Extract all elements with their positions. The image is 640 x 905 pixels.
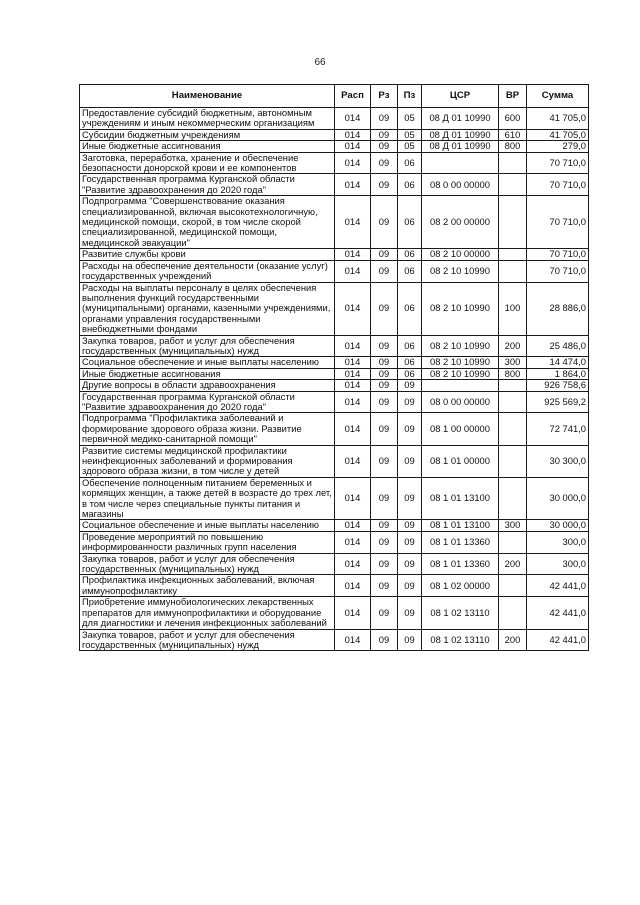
cell-rasp: 014 bbox=[335, 553, 371, 575]
cell-csr: 08 1 02 00000 bbox=[422, 575, 499, 597]
cell-rasp: 014 bbox=[335, 152, 371, 174]
cell-vr bbox=[499, 575, 527, 597]
cell-csr: 08 1 02 13110 bbox=[422, 629, 499, 651]
cell-csr: 08 1 01 13360 bbox=[422, 553, 499, 575]
table-header-row bbox=[80, 85, 589, 108]
cell-csr bbox=[422, 152, 499, 174]
cell-rasp: 014 bbox=[335, 249, 371, 260]
cell-vr: 800 bbox=[499, 141, 527, 152]
table-row bbox=[80, 282, 589, 335]
cell-rasp: 014 bbox=[335, 108, 371, 130]
cell-name: Предоставление субсидий бюджетным, автономным учреждениям и иным некоммерческим организациям bbox=[80, 108, 335, 130]
cell-sum: 1 864,0 bbox=[527, 368, 589, 379]
header-name: Наименование bbox=[80, 85, 335, 108]
cell-rz: 09 bbox=[371, 152, 398, 174]
cell-rz: 09 bbox=[371, 174, 398, 196]
cell-pz: 06 bbox=[398, 174, 422, 196]
cell-name: Социальное обеспечение и иные выплаты населению bbox=[80, 357, 335, 368]
table-row bbox=[80, 553, 589, 575]
cell-name: Субсидии бюджетным учреждениям bbox=[80, 129, 335, 140]
cell-rz: 09 bbox=[371, 629, 398, 651]
table-row bbox=[80, 260, 589, 282]
cell-csr: 08 2 00 00000 bbox=[422, 196, 499, 249]
cell-pz: 06 bbox=[398, 249, 422, 260]
cell-csr: 08 Д 01 10990 bbox=[422, 141, 499, 152]
cell-rz: 09 bbox=[371, 196, 398, 249]
cell-pz: 06 bbox=[398, 282, 422, 335]
header-vr: ВР bbox=[499, 85, 527, 108]
cell-sum: 14 474,0 bbox=[527, 357, 589, 368]
cell-rz: 09 bbox=[371, 357, 398, 368]
cell-name: Подпрограмма "Совершенствование оказания специализированной, включая высокотехнологичную, медицинской помощи, скорой, в том числе скорой специализированной, медицинской помощи, медицинской эвакуации" bbox=[80, 196, 335, 249]
cell-sum: 70 710,0 bbox=[527, 174, 589, 196]
cell-pz: 09 bbox=[398, 575, 422, 597]
cell-name: Иные бюджетные ассигнования bbox=[80, 368, 335, 379]
cell-name: Закупка товаров, работ и услуг для обеспечения государственных (муниципальных) нужд bbox=[80, 335, 335, 357]
cell-vr: 300 bbox=[499, 520, 527, 531]
cell-vr: 200 bbox=[499, 553, 527, 575]
cell-name: Другие вопросы в области здравоохранения bbox=[80, 380, 335, 391]
cell-sum: 70 710,0 bbox=[527, 249, 589, 260]
cell-pz: 09 bbox=[398, 531, 422, 553]
cell-sum: 30 000,0 bbox=[527, 520, 589, 531]
table-row bbox=[80, 129, 589, 140]
cell-pz: 06 bbox=[398, 335, 422, 357]
table-row bbox=[80, 445, 589, 477]
cell-csr bbox=[422, 380, 499, 391]
cell-pz: 09 bbox=[398, 520, 422, 531]
cell-pz: 09 bbox=[398, 391, 422, 413]
cell-pz: 06 bbox=[398, 368, 422, 379]
cell-pz: 09 bbox=[398, 597, 422, 629]
cell-csr: 08 2 10 00000 bbox=[422, 249, 499, 260]
cell-sum: 42 441,0 bbox=[527, 597, 589, 629]
cell-sum: 300,0 bbox=[527, 531, 589, 553]
cell-rasp: 014 bbox=[335, 391, 371, 413]
cell-vr: 200 bbox=[499, 629, 527, 651]
cell-sum: 30 300,0 bbox=[527, 445, 589, 477]
cell-vr bbox=[499, 380, 527, 391]
cell-rz: 09 bbox=[371, 282, 398, 335]
table-row bbox=[80, 196, 589, 249]
cell-sum: 925 569,2 bbox=[527, 391, 589, 413]
cell-csr: 08 2 10 10990 bbox=[422, 357, 499, 368]
cell-rasp: 014 bbox=[335, 477, 371, 520]
cell-rz: 09 bbox=[371, 575, 398, 597]
cell-sum: 926 758,6 bbox=[527, 380, 589, 391]
budget-table bbox=[79, 84, 589, 651]
cell-csr: 08 2 10 10990 bbox=[422, 335, 499, 357]
cell-rz: 09 bbox=[371, 597, 398, 629]
table-body bbox=[80, 108, 589, 651]
cell-vr bbox=[499, 174, 527, 196]
cell-pz: 05 bbox=[398, 129, 422, 140]
cell-rasp: 014 bbox=[335, 531, 371, 553]
table-row bbox=[80, 520, 589, 531]
cell-name: Закупка товаров, работ и услуг для обеспечения государственных (муниципальных) нужд bbox=[80, 629, 335, 651]
cell-vr: 800 bbox=[499, 368, 527, 379]
cell-sum: 42 441,0 bbox=[527, 575, 589, 597]
cell-pz: 05 bbox=[398, 141, 422, 152]
table-row bbox=[80, 174, 589, 196]
cell-csr: 08 Д 01 10990 bbox=[422, 108, 499, 130]
cell-sum: 279,0 bbox=[527, 141, 589, 152]
cell-vr bbox=[499, 196, 527, 249]
cell-csr: 08 2 10 10990 bbox=[422, 260, 499, 282]
cell-rasp: 014 bbox=[335, 380, 371, 391]
cell-rz: 09 bbox=[371, 413, 398, 445]
cell-sum: 70 710,0 bbox=[527, 152, 589, 174]
cell-csr: 08 0 00 00000 bbox=[422, 391, 499, 413]
header-sum: Сумма bbox=[527, 85, 589, 108]
table-row bbox=[80, 335, 589, 357]
cell-name: Закупка товаров, работ и услуг для обеспечения государственных (муниципальных) нужд bbox=[80, 553, 335, 575]
cell-csr: 08 1 01 00000 bbox=[422, 445, 499, 477]
cell-csr: 08 2 10 10990 bbox=[422, 282, 499, 335]
header-csr: ЦСР bbox=[422, 85, 499, 108]
cell-name: Иные бюджетные ассигнования bbox=[80, 141, 335, 152]
cell-vr bbox=[499, 597, 527, 629]
table-row bbox=[80, 477, 589, 520]
cell-rz: 09 bbox=[371, 520, 398, 531]
table-row bbox=[80, 629, 589, 651]
header-rasp: Расп bbox=[335, 85, 371, 108]
cell-pz: 06 bbox=[398, 260, 422, 282]
table-row bbox=[80, 368, 589, 379]
cell-pz: 09 bbox=[398, 380, 422, 391]
cell-name: Приобретение иммунобиологических лекарственных препаратов для иммунопрофилактики и оборудование для диагностики и лечения инфекционных заболеваний bbox=[80, 597, 335, 629]
cell-rz: 09 bbox=[371, 141, 398, 152]
cell-rasp: 014 bbox=[335, 413, 371, 445]
table-row bbox=[80, 152, 589, 174]
page-number: 66 bbox=[314, 57, 326, 68]
cell-rasp: 014 bbox=[335, 141, 371, 152]
cell-csr: 08 1 01 13360 bbox=[422, 531, 499, 553]
cell-name: Развитие системы медицинской профилактики неинфекционных заболеваний и формирования здорового образа жизни, в том числе у детей bbox=[80, 445, 335, 477]
cell-rz: 09 bbox=[371, 391, 398, 413]
cell-rz: 09 bbox=[371, 531, 398, 553]
cell-rz: 09 bbox=[371, 260, 398, 282]
table-row bbox=[80, 597, 589, 629]
cell-rz: 09 bbox=[371, 445, 398, 477]
cell-name: Заготовка, переработка, хранение и обеспечение безопасности донорской крови и ее компонентов bbox=[80, 152, 335, 174]
cell-vr: 600 bbox=[499, 108, 527, 130]
cell-sum: 41 705,0 bbox=[527, 129, 589, 140]
cell-csr: 08 Д 01 10990 bbox=[422, 129, 499, 140]
cell-csr: 08 2 10 10990 bbox=[422, 368, 499, 379]
cell-rz: 09 bbox=[371, 108, 398, 130]
cell-sum: 41 705,0 bbox=[527, 108, 589, 130]
cell-rasp: 014 bbox=[335, 445, 371, 477]
cell-rz: 09 bbox=[371, 335, 398, 357]
cell-csr: 08 1 01 13100 bbox=[422, 477, 499, 520]
cell-vr: 200 bbox=[499, 335, 527, 357]
cell-name: Государственная программа Курганской области "Развитие здравоохранения до 2020 года" bbox=[80, 391, 335, 413]
cell-rz: 09 bbox=[371, 380, 398, 391]
cell-pz: 09 bbox=[398, 413, 422, 445]
table-row bbox=[80, 531, 589, 553]
cell-rz: 09 bbox=[371, 129, 398, 140]
cell-rz: 09 bbox=[371, 477, 398, 520]
cell-csr: 08 0 00 00000 bbox=[422, 174, 499, 196]
cell-vr bbox=[499, 260, 527, 282]
cell-rasp: 014 bbox=[335, 174, 371, 196]
cell-pz: 06 bbox=[398, 357, 422, 368]
cell-rasp: 014 bbox=[335, 129, 371, 140]
cell-vr bbox=[499, 249, 527, 260]
cell-pz: 09 bbox=[398, 553, 422, 575]
cell-name: Обеспечение полноценным питанием беременных и кормящих женщин, а также детей в возрасте до трех лет, в том числе через специальные пункты питания и магазины bbox=[80, 477, 335, 520]
cell-sum: 30 000,0 bbox=[527, 477, 589, 520]
cell-csr: 08 1 01 13100 bbox=[422, 520, 499, 531]
cell-name: Проведение мероприятий по повышению информированности различных групп населения bbox=[80, 531, 335, 553]
cell-pz: 05 bbox=[398, 108, 422, 130]
cell-rasp: 014 bbox=[335, 597, 371, 629]
cell-pz: 09 bbox=[398, 445, 422, 477]
header-rz: Рз bbox=[371, 85, 398, 108]
cell-name: Расходы на выплаты персоналу в целях обеспечения выполнения функций государственными (муниципальными) органами, казенными учреждениями, органами управления государственными внебюджетными фондами bbox=[80, 282, 335, 335]
cell-vr bbox=[499, 152, 527, 174]
table-row bbox=[80, 575, 589, 597]
cell-sum: 28 886,0 bbox=[527, 282, 589, 335]
cell-vr: 610 bbox=[499, 129, 527, 140]
table-row bbox=[80, 249, 589, 260]
header-pz: Пз bbox=[398, 85, 422, 108]
table-row bbox=[80, 357, 589, 368]
cell-sum: 25 486,0 bbox=[527, 335, 589, 357]
cell-rz: 09 bbox=[371, 249, 398, 260]
cell-pz: 09 bbox=[398, 629, 422, 651]
cell-csr: 08 1 00 00000 bbox=[422, 413, 499, 445]
cell-sum: 42 441,0 bbox=[527, 629, 589, 651]
cell-pz: 06 bbox=[398, 196, 422, 249]
cell-name: Развитие службы крови bbox=[80, 249, 335, 260]
cell-sum: 72 741,0 bbox=[527, 413, 589, 445]
table-row bbox=[80, 380, 589, 391]
cell-vr bbox=[499, 445, 527, 477]
cell-name: Расходы на обеспечение деятельности (оказание услуг) государственных учреждений bbox=[80, 260, 335, 282]
cell-name: Социальное обеспечение и иные выплаты населению bbox=[80, 520, 335, 531]
cell-vr: 100 bbox=[499, 282, 527, 335]
cell-rasp: 014 bbox=[335, 520, 371, 531]
table-row bbox=[80, 141, 589, 152]
cell-pz: 06 bbox=[398, 152, 422, 174]
cell-rasp: 014 bbox=[335, 335, 371, 357]
cell-rasp: 014 bbox=[335, 357, 371, 368]
cell-csr: 08 1 02 13110 bbox=[422, 597, 499, 629]
cell-rasp: 014 bbox=[335, 629, 371, 651]
cell-name: Профилактика инфекционных заболеваний, включая иммунопрофилактику bbox=[80, 575, 335, 597]
cell-vr bbox=[499, 477, 527, 520]
cell-rasp: 014 bbox=[335, 575, 371, 597]
cell-rz: 09 bbox=[371, 553, 398, 575]
cell-vr bbox=[499, 531, 527, 553]
cell-vr bbox=[499, 391, 527, 413]
cell-sum: 70 710,0 bbox=[527, 196, 589, 249]
cell-name: Подпрограмма "Профилактика заболеваний и формирование здорового образа жизни. Развитие первичной медико-санитарной помощи" bbox=[80, 413, 335, 445]
cell-rz: 09 bbox=[371, 368, 398, 379]
cell-name: Государственная программа Курганской области "Развитие здравоохранения до 2020 года" bbox=[80, 174, 335, 196]
cell-vr bbox=[499, 413, 527, 445]
cell-rasp: 014 bbox=[335, 282, 371, 335]
cell-sum: 70 710,0 bbox=[527, 260, 589, 282]
cell-rasp: 014 bbox=[335, 368, 371, 379]
table-row bbox=[80, 108, 589, 130]
cell-sum: 300,0 bbox=[527, 553, 589, 575]
table-row bbox=[80, 391, 589, 413]
cell-rasp: 014 bbox=[335, 260, 371, 282]
cell-pz: 09 bbox=[398, 477, 422, 520]
table-row bbox=[80, 413, 589, 445]
cell-vr: 300 bbox=[499, 357, 527, 368]
cell-rasp: 014 bbox=[335, 196, 371, 249]
